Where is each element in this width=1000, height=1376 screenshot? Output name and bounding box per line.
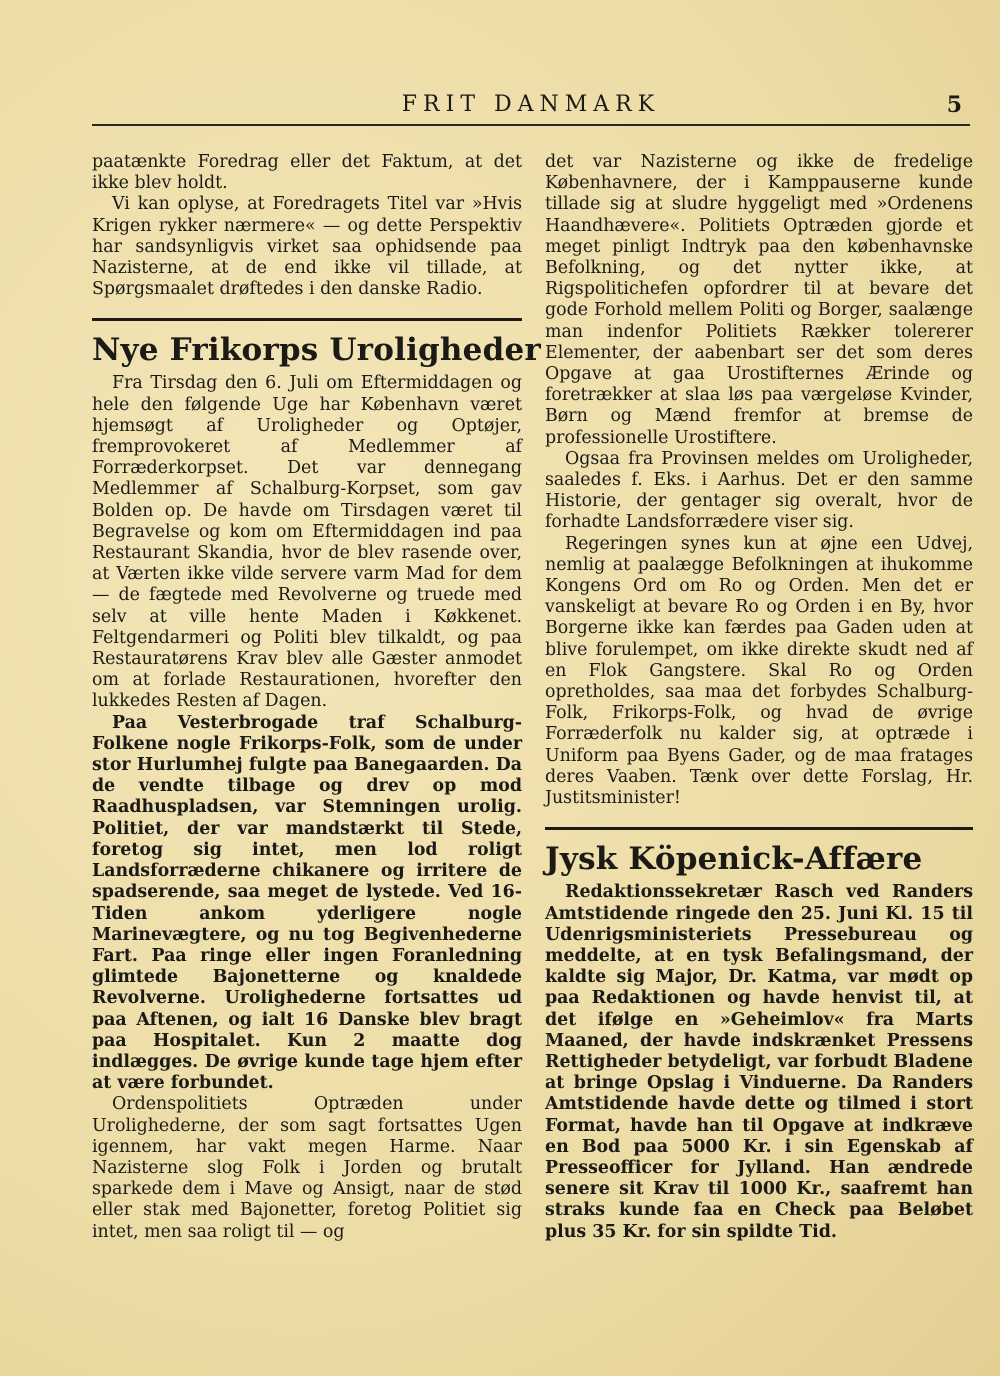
article-paragraph: Ordenspolitiets Optræden under Urolighederne, der som sagt fortsattes Ugen igennem, har vakt megen Harme. Naar Nazisterne slog Folk i Jorden og brutalt sparkede dem i Mave og Ansigt, naar de stød eller stak med Bajonetter, foretog Politiet sig intet, men saa roligt til — og [92, 1094, 522, 1242]
publication-title: FRIT DANMARK [401, 92, 661, 117]
article-paragraph: Regeringen synes kun at øjne een Udvej, nemlig at paalægge Befolkningen at ihukomme Kongens Ord om Ro og Orden. Men det er vanskeligt at bevare Ro og Orden i en By, hvor Borgerne ikke kan færdes paa Gaden uden at blive forulempet, om ikke direkte skudt ned af en Flok Gangstere. Skal Ro og Orden opretholdes, saa maa det forbydes Schalburg-Folk, Frikorps-Folk, og hvad de øvrige Forræderfolk nu kalder sig, at optræde i Uniform paa Byens Gader, og de maa fratages deres Vaaben. Tænk over dette Forslag, Hr. Justitsminister! [545, 533, 973, 809]
left-column [92, 152, 541, 1243]
article-paragraph: Redaktionssekretær Rasch ved Randers Amtstidende ringede den 25. Juni Kl. 15 til Udenrigsministeriets Pressebureau og meddelte, at en tysk Befalingsmand, der kaldte sig Major, Dr. Katma, var mødt op paa Redaktionen og havde henvist til, at det ifølge en »Geheimlov« fra Marts Maaned, der havde indskrænket Pressens Rettigheder betydeligt, var forbudt Bladene at bringe Opslag i Vinduerne. Da Randers Amtstidende havde dette og tilmed i stort Format, havde han til Opgave at indkræve en Bod paa 5000 Kr. i sin Egenskab af Presseofficer for Jylland. Han ændrede senere sit Krav til 1000 Kr., saafremt han straks kunde faa en Check paa Beløbet plus 35 Kr. for sin spildte Tid. [545, 882, 973, 1242]
intro-paragraph: Vi kan oplyse, at Foredragets Titel var »Hvis Krigen rykker nærmere« — og dette Perspektiv har sandsynligvis virket saa ophidsende paa Nazisterne, at de end ikke vil tillade, at Spørgsmaalet drøftedes i den danske Radio. [92, 194, 522, 300]
section-divider [92, 318, 522, 321]
intro-paragraph: paatænkte Foredrag eller det Faktum, at det ikke blev holdt. [92, 152, 522, 194]
article-paragraph: Paa Vesterbrogade traf Schalburg-Folkene nogle Frikorps-Folk, som de under stor Hurlumhej fulgte paa Banegaarden. Da de vendte tilbage og drev op mod Raadhuspladsen, var Stemningen urolig. Politiet, der var mandstærkt til Stede, foretog sig intet, men lod roligt Landsforræderne chikanere og irritere de spadserende, saa meget de lystede. Ved 16-Tiden ankom yderligere nogle Marinevægtere, og nu tog Begivenhederne Fart. Paa ringe eller ingen Foranledning glimtede Bajonetterne og knaldede Revolverne. Urolighederne fortsattes ud paa Aftenen, og ialt 16 Danske blev bragt paa Hospitalet. Kun 2 maatte dog indlægges. De øvrige kunde tage hjem efter at være forbundet. [92, 712, 522, 1094]
page-number: 5 [946, 92, 962, 118]
section-divider [545, 827, 973, 830]
article-paragraph: det var Nazisterne og ikke de fredelige Københavnere, der i Kamppauserne kunde tillade sig at sludre hyggeligt med »Ordenens Haandhævere«. Politiets Optræden gjorde et meget pinligt Indtryk paa den københavnske Befolkning, og det nytter ikke, at Rigspolitichefen opfordrer til at bevare det gode Forhold mellem Politi og Borger, saalænge man indenfor Politiets Rækker tolererer Elementer, der aabenbart ser det som deres Opgave at gaa Urostifternes Ærinde og foretrækker at slaa løs paa værgeløse Kvinder, Børn og Mænd fremfor at bremse de professionelle Urostiftere. [545, 152, 973, 448]
article-paragraph: Ogsaa fra Provinsen meldes om Uroligheder, saaledes f. Eks. i Aarhus. Det er den samme Historie, der gentager sig overalt, hvor de forhadte Landsforrædere viser sig. [545, 448, 973, 533]
article-title: Nye Frikorps Uroligheder [92, 332, 541, 369]
right-column [545, 152, 973, 1243]
article-paragraph: Fra Tirsdag den 6. Juli om Eftermiddagen og hele den følgende Uge har København været hjemsøgt af Uroligheder og Optøjer, fremprovokeret af Medlemmer af Forræderkorpset. Det var dennegang Medlemmer af Schalburg-Korpset, som gav Bolden op. De havde om Tirsdagen været til Begravelse og kom om Eftermiddagen ind paa Restaurant Skandia, hvor de blev rasende over, at Værten ikke vilde servere varm Mad for dem — de fægtede med Revolverne og truede med selv at ville hente Maden i Køkkenet. Feltgendarmeri og Politi blev tilkaldt, og paa Restauratørens Krav blev alle Gæster anmodet om at forlade Restaurationen, hvorefter den lukkedes Resten af Dagen. [92, 373, 522, 712]
header-rule [92, 124, 970, 126]
second-article-title: Jysk Köpenick-Affære [545, 841, 923, 878]
page-header [92, 92, 970, 132]
